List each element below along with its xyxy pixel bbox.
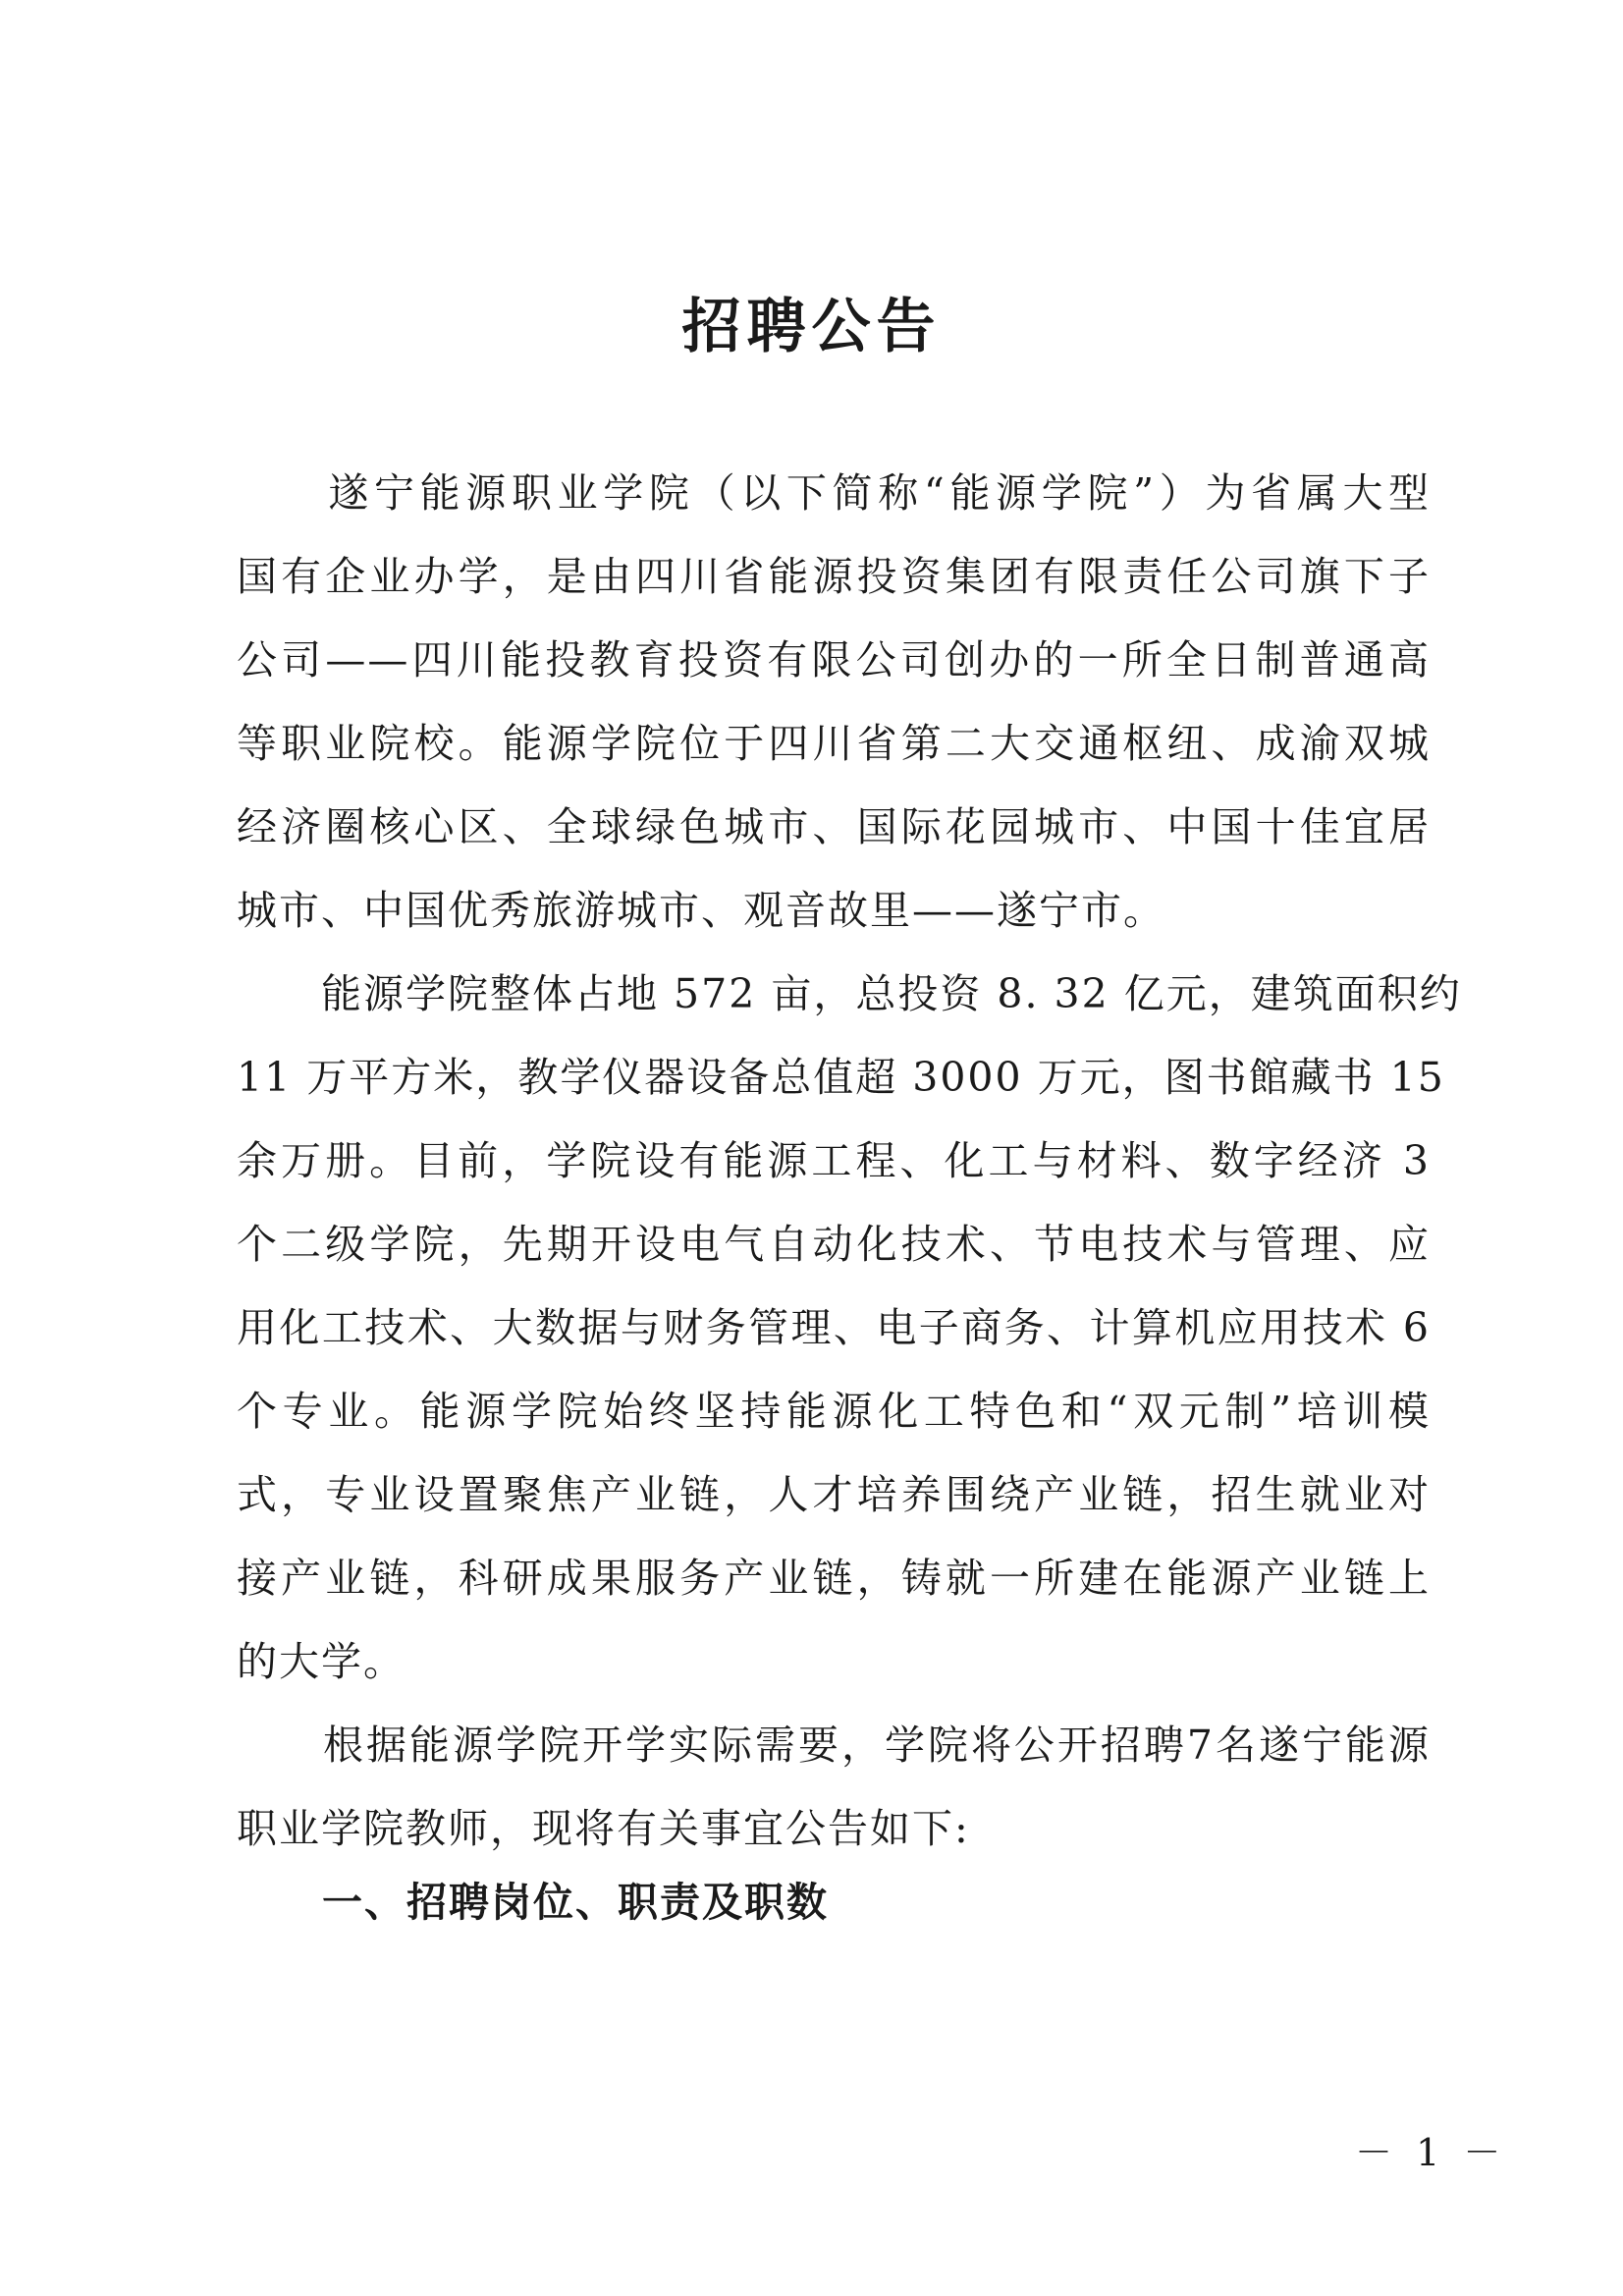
text-line: 11 万平方米，教学仪器设备总值超 3000 万元，图书館藏书 15 <box>237 1054 1445 1101</box>
page-number: － 1 － <box>1355 2131 1507 2174</box>
text-line: 个二级学院，先期开设电气自动化技术、节电技术与管理、应 <box>237 1221 1431 1268</box>
text-line: 遂宁能源职业学院（以下简称“能源学院”）为省属大型 <box>237 469 1431 517</box>
text-line: 个专业。能源学院始终坚持能源化工特色和“双元制”培训模 <box>237 1388 1431 1435</box>
text-line: 根据能源学院开学实际需要，学院将公开招聘7名遂宁能源 <box>237 1722 1431 1769</box>
text-line: 等职业院校。能源学院位于四川省第二大交通枢纽、成渝双城 <box>237 720 1431 767</box>
text-line: 接产业链，科研成果服务产业链，铸就一所建在能源产业链上 <box>237 1555 1431 1602</box>
text-line: 职业学院教师，现将有关事宜公告如下: <box>237 1805 970 1852</box>
document-title: 招聘公告 <box>681 293 942 361</box>
text-line: 用化工技术、大数据与财务管理、电子商务、计算机应用技术 6 <box>237 1304 1431 1351</box>
text-line: 公司——四川能投教育投资有限公司创办的一所全日制普通高 <box>237 636 1431 683</box>
text-line: 国有企业办学，是由四川省能源投资集团有限责任公司旗下子 <box>237 553 1431 600</box>
text-line: 余万册。目前，学院设有能源工程、化工与材料、数字经济 3 <box>237 1137 1431 1184</box>
paragraph-intro <box>237 452 1431 953</box>
document-body <box>237 452 1462 1871</box>
text-line: 式，专业设置聚焦产业链，人才培养围绕产业链，招生就业对 <box>237 1471 1431 1518</box>
text-line: 城市、中国优秀旅游城市、观音故里——遂宁市。 <box>237 887 1165 934</box>
text-line: 的大学。 <box>237 1638 406 1685</box>
text-line: 经济圈核心区、全球绿色城市、国际花园城市、中国十佳宜居 <box>237 803 1431 850</box>
text-line: 能源学院整体占地 572 亩，总投资 8. 32 亿元，建筑面积约 <box>237 970 1462 1017</box>
paragraph-overview <box>237 953 1462 1704</box>
paragraph-recruitment <box>237 1704 1431 1871</box>
section-heading: 一、招聘岗位、职责及职数 <box>322 1879 829 1926</box>
